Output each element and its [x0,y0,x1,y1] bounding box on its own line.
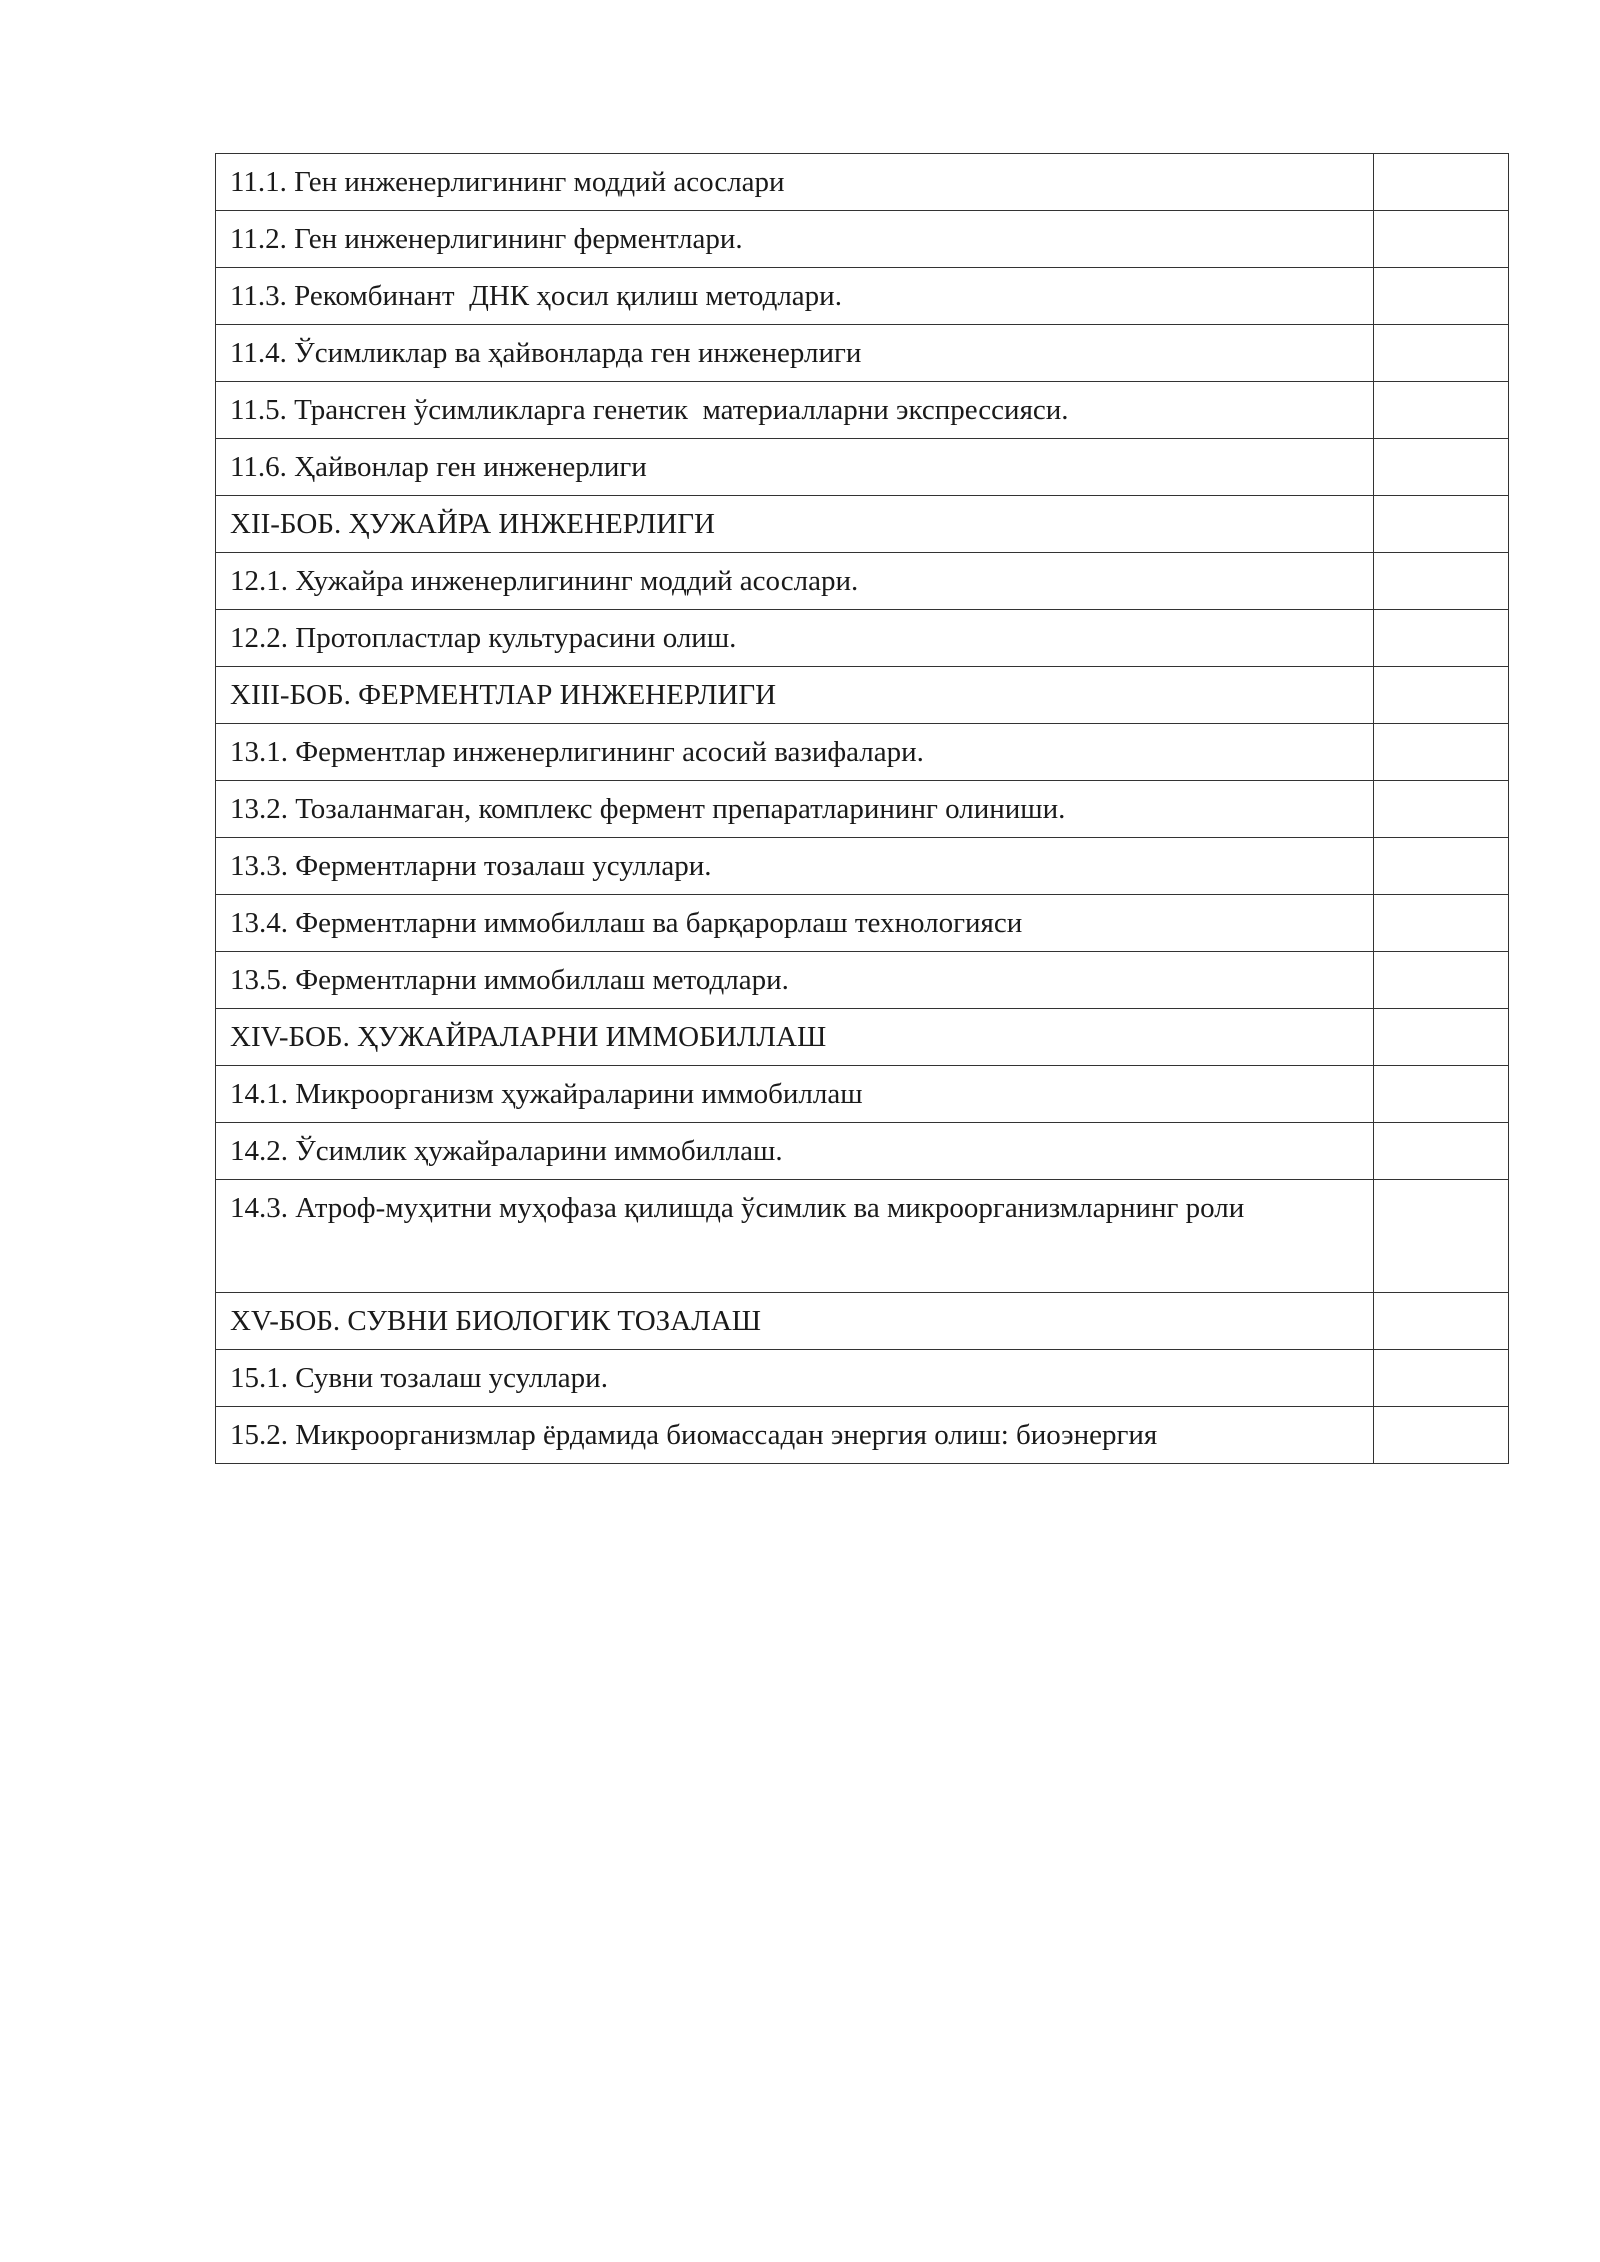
toc-entry-title: 11.6. Ҳайвонлар ген инженерлиги [216,439,1374,496]
table-row [216,1293,1509,1350]
table-row [216,553,1509,610]
toc-entry-page [1374,1407,1509,1464]
toc-chapter-heading: XIII-БОБ. ФЕРМЕНТЛАР ИНЖЕНЕРЛИГИ [216,667,1374,724]
toc-entry-page [1374,895,1509,952]
table-of-contents [215,153,1509,1464]
toc-entry-page [1374,724,1509,781]
table-row [216,724,1509,781]
toc-entry-page [1374,496,1509,553]
table-row [216,1123,1509,1180]
toc-entry-page [1374,1066,1509,1123]
toc-entry-title: 14.2. Ўсимлик ҳужайраларини иммобиллаш. [216,1123,1374,1180]
toc-entry-title: 13.3. Ферментларни тозалаш усуллари. [216,838,1374,895]
table-row [216,211,1509,268]
toc-entry-title: 15.2. Микроорганизмлар ёрдамида биомассадан энергия олиш: биоэнергия [216,1407,1374,1464]
toc-entry-title: 11.1. Ген инженерлигининг моддий асослари [216,154,1374,211]
toc-entry-title: 13.5. Ферментларни иммобиллаш методлари. [216,952,1374,1009]
toc-entry-title: 12.1. Хужайра инженерлигининг моддий асослари. [216,553,1374,610]
table-row [216,154,1509,211]
toc-entry-page [1374,553,1509,610]
toc-entry-title: 13.4. Ферментларни иммобиллаш ва барқарорлаш технологияси [216,895,1374,952]
toc-entry-page [1374,610,1509,667]
toc-entry-page [1374,667,1509,724]
table-row [216,838,1509,895]
toc-entry-page [1374,382,1509,439]
toc-entry-page [1374,1350,1509,1407]
table-row [216,1407,1509,1464]
toc-entry-title: 14.3. Атроф-муҳитни муҳофаза қилишда ўсимлик ва микроорганизмларнинг роли [216,1180,1374,1293]
toc-entry-page [1374,838,1509,895]
toc-entry-title: 11.3. Рекомбинант ДНК ҳосил қилиш методлари. [216,268,1374,325]
toc-entry-title: 13.1. Ферментлар инженерлигининг асосий вазифалари. [216,724,1374,781]
toc-entry-title: 15.1. Сувни тозалаш усуллари. [216,1350,1374,1407]
toc-entry-page [1374,1009,1509,1066]
toc-entry-page [1374,154,1509,211]
table-row [216,1180,1509,1293]
toc-entry-title: 11.4. Ўсимликлар ва ҳайвонларда ген инженерлиги [216,325,1374,382]
toc-chapter-heading: XV-БОБ. СУВНИ БИОЛОГИК ТОЗАЛАШ [216,1293,1374,1350]
table-row [216,268,1509,325]
toc-chapter-heading: XII-БОБ. ҲУЖАЙРА ИНЖЕНЕРЛИГИ [216,496,1374,553]
table-row [216,1066,1509,1123]
toc-entry-title: 13.2. Тозаланмаган, комплекс фермент препаратларининг олиниши. [216,781,1374,838]
toc-entry-page [1374,268,1509,325]
toc-entry-title: 14.1. Микроорганизм ҳужайраларини иммобиллаш [216,1066,1374,1123]
toc-entry-page [1374,781,1509,838]
table-row [216,439,1509,496]
table-row [216,496,1509,553]
toc-entry-page [1374,211,1509,268]
toc-entry-page [1374,952,1509,1009]
toc-entry-title: 11.2. Ген инженерлигининг ферментлари. [216,211,1374,268]
table-row [216,325,1509,382]
toc-entry-page [1374,325,1509,382]
table-row [216,1350,1509,1407]
table-row [216,382,1509,439]
table-row [216,1009,1509,1066]
table-row [216,610,1509,667]
toc-entry-page [1374,439,1509,496]
table-row [216,781,1509,838]
toc-chapter-heading: XIV-БОБ. ҲУЖАЙРАЛАРНИ ИММОБИЛЛАШ [216,1009,1374,1066]
toc-entry-page [1374,1293,1509,1350]
toc-entry-page [1374,1180,1509,1293]
toc-entry-page [1374,1123,1509,1180]
table-row [216,952,1509,1009]
toc-entry-title: 12.2. Протопластлар культурасини олиш. [216,610,1374,667]
toc-entry-title: 11.5. Трансген ўсимликларга генетик материалларни экспрессияси. [216,382,1374,439]
table-row [216,667,1509,724]
table-row [216,895,1509,952]
